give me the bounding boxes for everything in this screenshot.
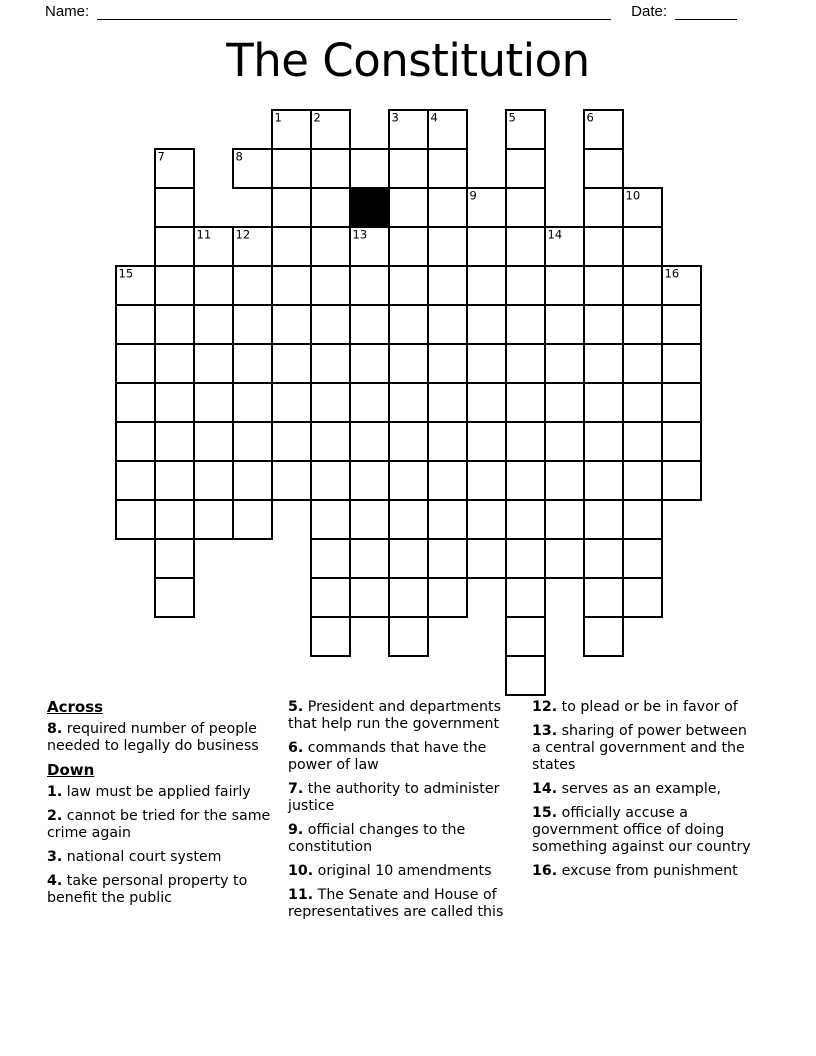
clue-text: commands that have the power of law	[288, 740, 487, 773]
clue-text: national court system	[62, 849, 222, 865]
clue-text: cannot be tried for the same crime again	[47, 808, 271, 841]
clue-text: to plead or be in favor of	[557, 699, 738, 715]
grid-cell-r10c1[interactable]	[155, 500, 194, 539]
clue-item-13	[532, 723, 760, 774]
grid-cell-number-10: 10	[625, 188, 641, 203]
grid-cell-r12c1[interactable]	[155, 578, 194, 617]
grid-cell-r1c6[interactable]	[350, 149, 389, 188]
clue-number: 12.	[532, 699, 558, 715]
grid-cell-r7c10[interactable]	[506, 383, 545, 422]
grid-cell-r4c3[interactable]	[233, 266, 272, 305]
grid-cell-r7c8[interactable]	[428, 383, 467, 422]
grid-cell-r7c7[interactable]	[389, 383, 428, 422]
grid-cell-number-12: 12	[235, 227, 251, 242]
grid-cell-r6c6[interactable]	[350, 344, 389, 383]
clue-item-1	[47, 784, 284, 801]
grid-cell-r12c12[interactable]	[584, 578, 623, 617]
grid-cell-r5c7[interactable]	[389, 305, 428, 344]
grid-cell-r13c7[interactable]	[389, 617, 428, 656]
grid-cell-number-16: 16	[664, 266, 680, 281]
grid-cell-r9c2[interactable]	[194, 461, 233, 500]
grid-cell-r6c14[interactable]	[662, 344, 701, 383]
grid-cell-r10c13[interactable]	[623, 500, 662, 539]
grid-cell-r10c12[interactable]	[584, 500, 623, 539]
grid-cell-number-6: 6	[586, 110, 594, 125]
grid-cell-r11c8[interactable]	[428, 539, 467, 578]
grid-cell-r4c7[interactable]	[389, 266, 428, 305]
clue-text: law must be applied fairly	[62, 784, 251, 800]
grid-cell-r6c5[interactable]	[311, 344, 350, 383]
grid-cell-r11c1[interactable]	[155, 539, 194, 578]
grid-cell-r10c7[interactable]	[389, 500, 428, 539]
grid-cell-r13c5[interactable]	[311, 617, 350, 656]
clue-text: The Senate and House of representatives are called this	[288, 887, 504, 920]
clue-text: President and departments that help run the government	[288, 699, 501, 732]
grid-cell-number-9: 9	[469, 188, 477, 203]
clue-item-9	[288, 822, 520, 856]
grid-cell-r10c0[interactable]	[116, 500, 155, 539]
grid-cell-r7c0[interactable]	[116, 383, 155, 422]
clue-text: required number of people needed to legally do business	[47, 721, 259, 754]
grid-cell-r10c3[interactable]	[233, 500, 272, 539]
grid-cell-number-15: 15	[118, 266, 134, 281]
grid-cell-r5c12[interactable]	[584, 305, 623, 344]
grid-cell-r8c13[interactable]	[623, 422, 662, 461]
grid-cell-r1c12[interactable]	[584, 149, 623, 188]
grid-cell-r9c11[interactable]	[545, 461, 584, 500]
date-label: Date:	[631, 3, 667, 20]
grid-cell-r4c11[interactable]	[545, 266, 584, 305]
clue-text: official changes to the constitution	[288, 822, 466, 855]
grid-cell-r5c8[interactable]	[428, 305, 467, 344]
grid-cell-r11c6[interactable]	[350, 539, 389, 578]
clues-column-3	[532, 699, 760, 887]
grid-cell-r4c8[interactable]	[428, 266, 467, 305]
grid-cell-r8c3[interactable]	[233, 422, 272, 461]
grid-cell-r7c11[interactable]	[545, 383, 584, 422]
grid-cell-number-13: 13	[352, 227, 368, 242]
grid-cell-r10c2[interactable]	[194, 500, 233, 539]
grid-cell-r13c12[interactable]	[584, 617, 623, 656]
clue-number: 6.	[288, 740, 304, 756]
grid-cell-r4c2[interactable]	[194, 266, 233, 305]
clue-item-14	[532, 781, 760, 798]
clue-item-4	[47, 873, 284, 907]
grid-cell-r11c11[interactable]	[545, 539, 584, 578]
grid-cell-r9c14[interactable]	[662, 461, 701, 500]
grid-cell-r6c13[interactable]	[623, 344, 662, 383]
grid-cell-r8c2[interactable]	[194, 422, 233, 461]
grid-cell-r9c4[interactable]	[272, 461, 311, 500]
grid-cell-r4c1[interactable]	[155, 266, 194, 305]
grid-cell-r4c9[interactable]	[467, 266, 506, 305]
clue-item-5	[288, 699, 520, 733]
grid-cell-r6c1[interactable]	[155, 344, 194, 383]
grid-cell-r1c5[interactable]	[311, 149, 350, 188]
grid-cell-r2c10[interactable]	[506, 188, 545, 227]
clue-number: 4.	[47, 873, 63, 889]
grid-cell-r6c0[interactable]	[116, 344, 155, 383]
grid-cell-r5c14[interactable]	[662, 305, 701, 344]
grid-cell-r9c5[interactable]	[311, 461, 350, 500]
grid-cell-r7c9[interactable]	[467, 383, 506, 422]
grid-cell-r9c10[interactable]	[506, 461, 545, 500]
clue-number: 13.	[532, 723, 558, 739]
clue-text: serves as an example,	[557, 781, 721, 797]
grid-cell-number-11: 11	[196, 227, 212, 242]
grid-cell-r3c5[interactable]	[311, 227, 350, 266]
clue-item-12	[532, 699, 760, 716]
grid-cell-r5c2[interactable]	[194, 305, 233, 344]
clue-number: 8.	[47, 721, 63, 737]
grid-cell-r12c6[interactable]	[350, 578, 389, 617]
clue-item-2	[47, 808, 284, 842]
grid-cell-r5c5[interactable]	[311, 305, 350, 344]
grid-cell-r6c3[interactable]	[233, 344, 272, 383]
clue-number: 10.	[288, 863, 314, 879]
grid-cell-r12c5[interactable]	[311, 578, 350, 617]
clue-number: 14.	[532, 781, 558, 797]
clue-text: sharing of power between a central government and the states	[532, 723, 747, 773]
clue-number: 7.	[288, 781, 304, 797]
grid-cell-r4c10[interactable]	[506, 266, 545, 305]
grid-cell-r10c11[interactable]	[545, 500, 584, 539]
grid-cell-r5c3[interactable]	[233, 305, 272, 344]
clue-item-8	[47, 721, 284, 755]
clue-text: original 10 amendments	[313, 863, 492, 879]
grid-cell-r4c6[interactable]	[350, 266, 389, 305]
grid-cell-r8c10[interactable]	[506, 422, 545, 461]
grid-cell-r7c3[interactable]	[233, 383, 272, 422]
grid-cell-r2c8[interactable]	[428, 188, 467, 227]
grid-black-cell-r2c6	[350, 188, 389, 227]
grid-cell-r11c10[interactable]	[506, 539, 545, 578]
grid-cell-r7c12[interactable]	[584, 383, 623, 422]
grid-cell-r9c7[interactable]	[389, 461, 428, 500]
clue-item-15	[532, 805, 760, 856]
clue-number: 11.	[288, 887, 314, 903]
grid-cell-number-3: 3	[391, 110, 399, 125]
grid-cell-r6c2[interactable]	[194, 344, 233, 383]
grid-cell-r7c13[interactable]	[623, 383, 662, 422]
grid-cell-r6c12[interactable]	[584, 344, 623, 383]
grid-cell-r3c13[interactable]	[623, 227, 662, 266]
grid-cell-r7c4[interactable]	[272, 383, 311, 422]
clue-item-7	[288, 781, 520, 815]
grid-cell-r1c7[interactable]	[389, 149, 428, 188]
grid-cell-r8c11[interactable]	[545, 422, 584, 461]
grid-cell-r8c9[interactable]	[467, 422, 506, 461]
clue-number: 1.	[47, 784, 63, 800]
grid-cell-number-4: 4	[430, 110, 438, 125]
grid-cell-r7c6[interactable]	[350, 383, 389, 422]
grid-cell-number-8: 8	[235, 149, 243, 164]
clue-number: 2.	[47, 808, 63, 824]
grid-cell-r3c12[interactable]	[584, 227, 623, 266]
clue-item-11	[288, 887, 520, 921]
grid-cell-r6c11[interactable]	[545, 344, 584, 383]
page-title: The Constitution	[226, 34, 590, 87]
clue-text: take personal property to benefit the public	[47, 873, 248, 906]
grid-cell-number-7: 7	[157, 149, 165, 164]
grid-cell-r3c1[interactable]	[155, 227, 194, 266]
grid-cell-number-1: 1	[274, 110, 282, 125]
grid-cell-r4c4[interactable]	[272, 266, 311, 305]
grid-cell-r3c4[interactable]	[272, 227, 311, 266]
grid-cell-r8c8[interactable]	[428, 422, 467, 461]
grid-cell-r9c9[interactable]	[467, 461, 506, 500]
grid-cell-r10c9[interactable]	[467, 500, 506, 539]
grid-cell-r8c4[interactable]	[272, 422, 311, 461]
grid-cell-r8c7[interactable]	[389, 422, 428, 461]
grid-cell-r2c12[interactable]	[584, 188, 623, 227]
clue-text: officially accuse a government office of doing something against our country	[532, 805, 751, 855]
grid-cell-r12c8[interactable]	[428, 578, 467, 617]
grid-cell-r9c12[interactable]	[584, 461, 623, 500]
grid-cell-r11c9[interactable]	[467, 539, 506, 578]
grid-cell-r8c1[interactable]	[155, 422, 194, 461]
grid-cell-number-2: 2	[313, 110, 321, 125]
grid-cell-r7c5[interactable]	[311, 383, 350, 422]
clue-section-heading-down: Down	[47, 761, 95, 779]
grid-cell-r3c7[interactable]	[389, 227, 428, 266]
grid-cell-r8c14[interactable]	[662, 422, 701, 461]
grid-cell-r2c4[interactable]	[272, 188, 311, 227]
grid-cell-r3c9[interactable]	[467, 227, 506, 266]
crossword-grid-container	[115, 109, 702, 700]
grid-cell-r5c11[interactable]	[545, 305, 584, 344]
grid-cell-r10c10[interactable]	[506, 500, 545, 539]
clue-number: 9.	[288, 822, 304, 838]
grid-cell-r14c10[interactable]	[506, 656, 545, 695]
grid-cell-r8c0[interactable]	[116, 422, 155, 461]
clue-section-heading-across: Across	[47, 698, 104, 716]
grid-cell-r11c13[interactable]	[623, 539, 662, 578]
grid-cell-r1c8[interactable]	[428, 149, 467, 188]
clues-column-1	[47, 699, 284, 914]
worksheet-header	[45, 1, 737, 21]
clue-text: excuse from punishment	[557, 863, 738, 879]
grid-cell-r10c8[interactable]	[428, 500, 467, 539]
grid-cell-r9c1[interactable]	[155, 461, 194, 500]
grid-cell-r7c2[interactable]	[194, 383, 233, 422]
clue-item-6	[288, 740, 520, 774]
grid-cell-r8c5[interactable]	[311, 422, 350, 461]
clue-number: 15.	[532, 805, 558, 821]
grid-cell-r11c12[interactable]	[584, 539, 623, 578]
clue-item-10	[288, 863, 520, 880]
grid-cell-r9c3[interactable]	[233, 461, 272, 500]
grid-cell-number-5: 5	[508, 110, 516, 125]
grid-cell-r10c6[interactable]	[350, 500, 389, 539]
name-label: Name:	[45, 3, 90, 20]
grid-cell-r3c8[interactable]	[428, 227, 467, 266]
grid-cell-r5c6[interactable]	[350, 305, 389, 344]
grid-cell-r9c6[interactable]	[350, 461, 389, 500]
grid-cell-r4c12[interactable]	[584, 266, 623, 305]
grid-cell-r9c8[interactable]	[428, 461, 467, 500]
grid-cell-r3c10[interactable]	[506, 227, 545, 266]
name-underline	[97, 5, 611, 20]
grid-cell-r6c10[interactable]	[506, 344, 545, 383]
grid-cell-r2c1[interactable]	[155, 188, 194, 227]
grid-cell-r13c10[interactable]	[506, 617, 545, 656]
grid-cell-r11c5[interactable]	[311, 539, 350, 578]
clue-item-16	[532, 863, 760, 880]
grid-cell-r6c4[interactable]	[272, 344, 311, 383]
grid-cell-r9c0[interactable]	[116, 461, 155, 500]
grid-cell-r2c7[interactable]	[389, 188, 428, 227]
crossword-grid	[115, 109, 702, 696]
grid-cell-r12c10[interactable]	[506, 578, 545, 617]
grid-cell-r5c0[interactable]	[116, 305, 155, 344]
grid-cell-r6c9[interactable]	[467, 344, 506, 383]
clues-column-2	[288, 699, 520, 928]
grid-cell-r5c4[interactable]	[272, 305, 311, 344]
grid-cell-r10c5[interactable]	[311, 500, 350, 539]
grid-cell-r12c7[interactable]	[389, 578, 428, 617]
clue-number: 16.	[532, 863, 558, 879]
grid-cell-r1c10[interactable]	[506, 149, 545, 188]
grid-cell-r7c14[interactable]	[662, 383, 701, 422]
grid-cell-r5c1[interactable]	[155, 305, 194, 344]
grid-cell-r8c6[interactable]	[350, 422, 389, 461]
grid-cell-r7c1[interactable]	[155, 383, 194, 422]
clue-item-3	[47, 849, 284, 866]
grid-cell-r6c8[interactable]	[428, 344, 467, 383]
grid-cell-r8c12[interactable]	[584, 422, 623, 461]
grid-cell-r4c5[interactable]	[311, 266, 350, 305]
grid-cell-r12c13[interactable]	[623, 578, 662, 617]
grid-cell-r5c13[interactable]	[623, 305, 662, 344]
grid-cell-r1c4[interactable]	[272, 149, 311, 188]
grid-cell-r2c5[interactable]	[311, 188, 350, 227]
grid-cell-r5c10[interactable]	[506, 305, 545, 344]
grid-cell-number-14: 14	[547, 227, 563, 242]
clue-number: 3.	[47, 849, 63, 865]
grid-cell-r6c7[interactable]	[389, 344, 428, 383]
grid-cell-r5c9[interactable]	[467, 305, 506, 344]
clue-text: the authority to administer justice	[288, 781, 500, 814]
grid-cell-r4c13[interactable]	[623, 266, 662, 305]
date-underline	[675, 5, 737, 20]
grid-cell-r9c13[interactable]	[623, 461, 662, 500]
clue-number: 5.	[288, 699, 304, 715]
grid-cell-r11c7[interactable]	[389, 539, 428, 578]
